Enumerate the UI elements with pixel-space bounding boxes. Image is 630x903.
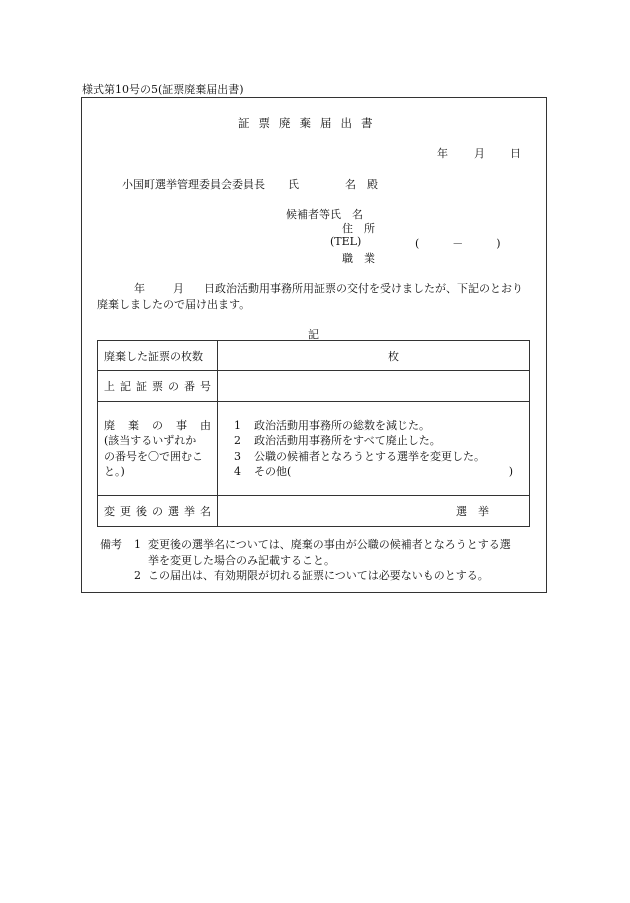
note-2: 2 この届出は、有効期限が切れる証票については必要ないものとする。	[134, 569, 489, 582]
applicant-tel-value: ( － )	[415, 237, 501, 250]
body-text-line2: 廃棄しましたので届け出ます。	[97, 298, 251, 311]
discard-reason-label: 廃 棄 の 事 由 (該当するいずれか の番号を〇で囲むこ と。)	[98, 402, 218, 496]
certificate-number-value[interactable]	[218, 371, 530, 402]
new-election-value[interactable]: 選 挙	[218, 496, 530, 527]
reason-option-4[interactable]: 4 その他( )	[234, 465, 513, 478]
honorific: 殿	[367, 178, 378, 191]
reason-option-1[interactable]: 1 政治活動用事務所の総数を減じた。	[234, 418, 430, 432]
form-header: 様式第10号の5(証票廃棄届出書)	[82, 83, 244, 96]
table-row	[98, 496, 530, 527]
note-1-cont: 挙を変更した場合のみ記載すること。	[148, 553, 335, 567]
discard-table	[97, 340, 530, 527]
date-year: 年	[437, 147, 448, 160]
addressee-name-label: 氏	[288, 178, 299, 191]
certificate-number-label: 上 記 証 票 の 番 号	[98, 371, 218, 402]
table-row	[98, 402, 530, 496]
applicant-name-label: 候補者等氏 名	[286, 208, 363, 221]
applicant-occupation-label: 職 業	[342, 252, 375, 265]
table-row	[98, 371, 530, 402]
addressee-name-label-2: 名	[345, 178, 356, 191]
new-election-label: 変 更 後 の 選 挙 名	[98, 496, 218, 527]
reason-option-3[interactable]: 3 公職の候補者となろうとする選挙を変更した。	[234, 449, 485, 463]
note-1: 備考 1 変更後の選挙名については、廃棄の事由が公職の候補者となろうとする選	[100, 538, 511, 551]
reason-option-2[interactable]: 2 政治活動用事務所をすべて廃止した。	[234, 434, 441, 447]
addressee: 小国町選挙管理委員会委員長	[122, 178, 265, 191]
date-month: 月	[474, 147, 485, 160]
discarded-count-value[interactable]: 枚	[218, 341, 530, 371]
notes	[100, 537, 540, 584]
form-title: 証票廃棄届出書	[238, 116, 382, 130]
applicant-address-label: 住 所	[342, 222, 375, 235]
date-day: 日	[510, 147, 521, 160]
body-month: 月	[173, 282, 184, 295]
applicant-tel-label: (TEL)	[330, 235, 362, 248]
discarded-count-label: 廃棄した証票の枚数	[98, 341, 218, 371]
ki-heading: 記	[308, 328, 319, 341]
discard-reason-options	[218, 402, 530, 496]
body-text-line1: 日政治活動用事務所用証票の交付を受けましたが、下記のとおり	[204, 282, 523, 295]
table-row	[98, 341, 530, 371]
body-year: 年	[134, 282, 145, 295]
